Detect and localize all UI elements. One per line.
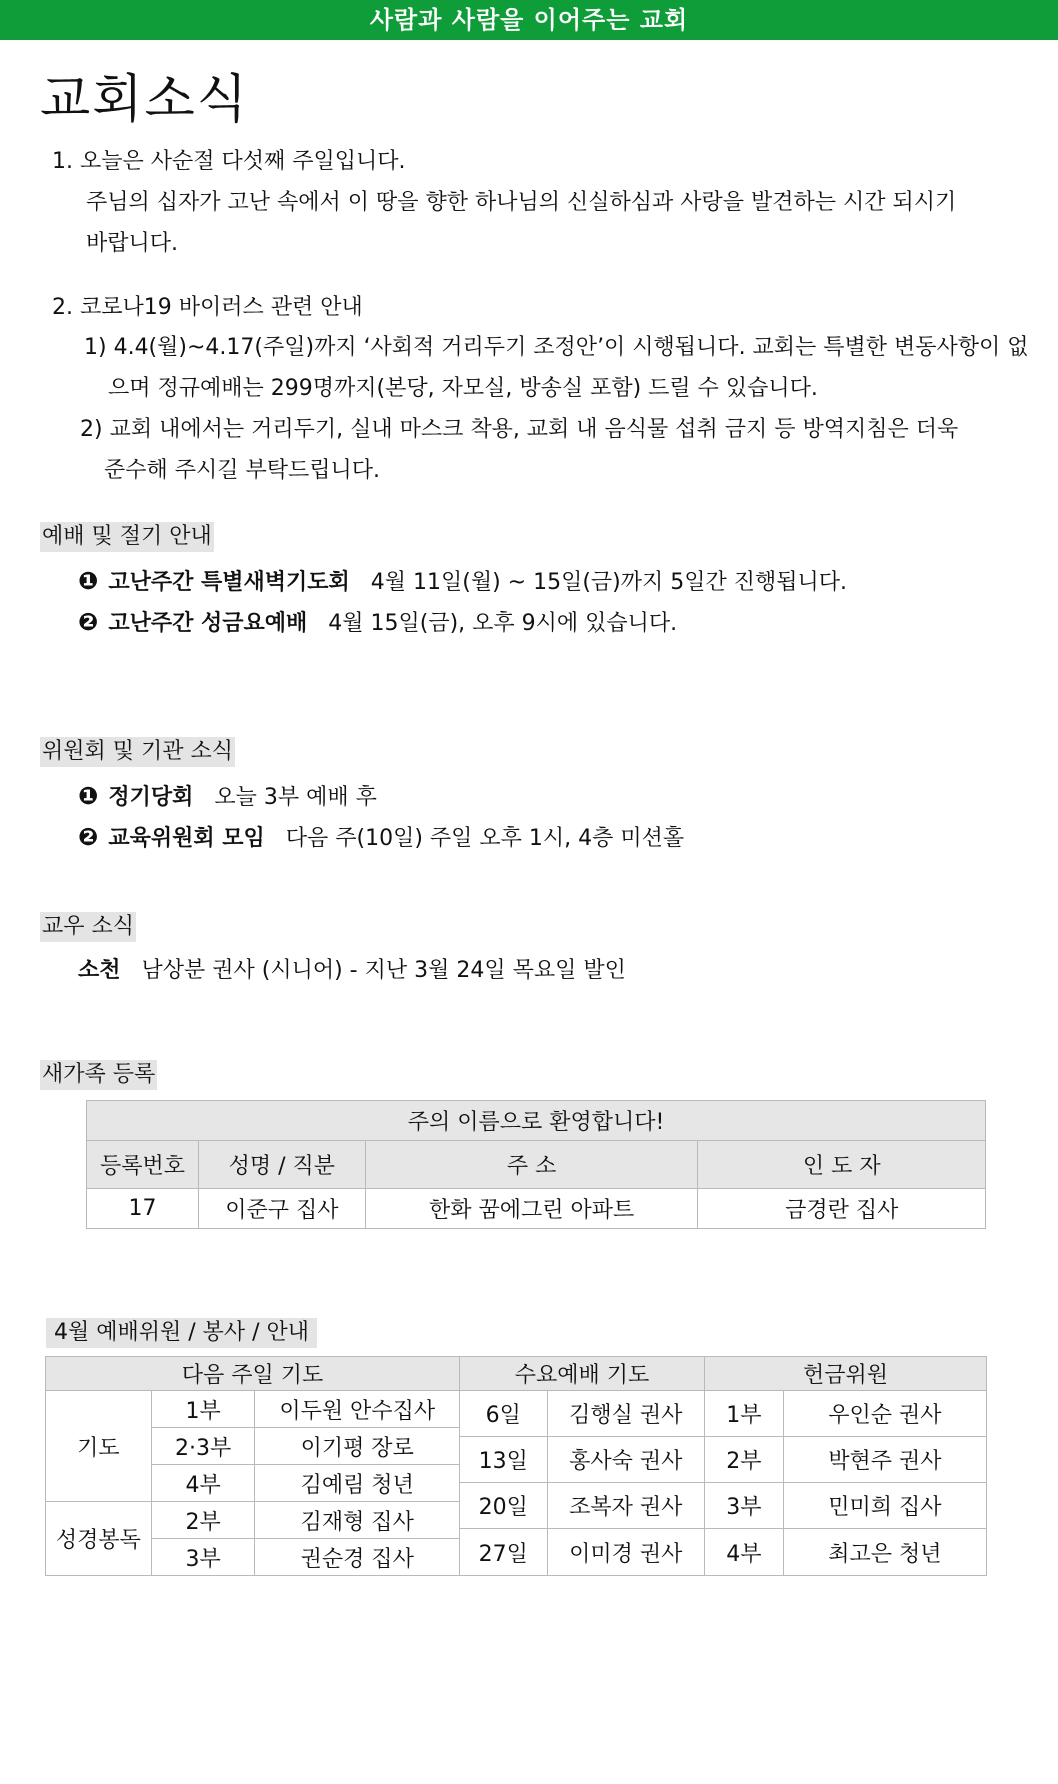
- committee-item-title: 교육위원회 모임: [108, 826, 265, 851]
- notice-2-item-1-line-1: 1) 4.4(월)~4.17(주일)까지 ‘사회적 거리두기 조정안’이 시행됩니다. 교회는 특별한 변동사항이 없: [84, 335, 1029, 360]
- newfamily-section-heading: 새가족 등록: [40, 1060, 157, 1090]
- cell-name: 이두원 안수집사: [255, 1391, 460, 1428]
- table-row: [705, 1437, 987, 1483]
- members-item-label: 소천: [78, 958, 121, 983]
- worship-section-heading: 예배 및 절기 안내: [40, 522, 214, 552]
- committee-item: [78, 778, 377, 816]
- newfamily-table-title: 주의 이름으로 환영합니다!: [87, 1101, 986, 1141]
- worship-item-title: 고난주간 특별새벽기도회: [108, 570, 350, 595]
- col-header-guide: 인 도 자: [698, 1141, 986, 1189]
- number-2-icon: ❷: [78, 608, 99, 636]
- cell-service: 1부: [151, 1391, 255, 1428]
- committee-item: [78, 819, 684, 857]
- cell-address: 한화 꿈에그린 아파트: [365, 1189, 698, 1229]
- committee-section-heading: 위원회 및 기관 소식: [40, 737, 235, 767]
- table-row: [87, 1189, 986, 1229]
- table-row: [705, 1483, 987, 1529]
- cell-name: 민미희 집사: [783, 1483, 986, 1529]
- cell-service: 3부: [151, 1539, 255, 1576]
- cell-name: 이준구 집사: [198, 1189, 365, 1229]
- cell-date: 27일: [460, 1529, 548, 1576]
- committee-item-title: 정기당회: [108, 785, 194, 810]
- cell-name: 우인순 권사: [783, 1391, 986, 1437]
- members-item: [78, 953, 626, 989]
- cell-date: 20일: [460, 1483, 548, 1529]
- cell-name: 권순경 집사: [255, 1539, 460, 1576]
- cell-name: 박현주 권사: [783, 1437, 986, 1483]
- members-item-detail: 남상분 권사 (시니어) - 지난 3월 24일 목요일 발인: [141, 958, 626, 983]
- table-row: [46, 1502, 460, 1539]
- notice-2-item-1-line-2: 으며 정규예배는 299명까지(본당, 자모실, 방송실 포함) 드릴 수 있습니다.: [108, 376, 818, 401]
- notice-2-heading: 2. 코로나19 바이러스 관련 안내: [52, 295, 363, 320]
- col-header-name: 성명 / 직분: [198, 1141, 365, 1189]
- reading-label: 성경봉독: [46, 1502, 152, 1576]
- number-1-icon: ❶: [78, 782, 99, 810]
- worship-item-detail: 4월 11일(월) ~ 15일(금)까지 5일간 진행됩니다.: [370, 570, 847, 595]
- table-row: [705, 1529, 987, 1576]
- wednesday-prayer-header: 수요예배 기도: [460, 1357, 705, 1391]
- cell-service: 4부: [705, 1529, 784, 1576]
- notice-1-line-1: 주님의 십자가 고난 속에서 이 땅을 향한 하나님의 신실하심과 사랑을 발견하는 시간 되시기: [86, 190, 957, 215]
- prayer-label: 기도: [46, 1391, 152, 1502]
- offering-table: [704, 1356, 987, 1576]
- notice-2-item-2-line-2: 준수해 주시길 부탁드립니다.: [104, 458, 381, 483]
- sunday-prayer-header: 다음 주일 기도: [46, 1357, 460, 1391]
- cell-name: 김예림 청년: [255, 1465, 460, 1502]
- offering-header: 헌금위원: [705, 1357, 987, 1391]
- april-section-heading: 4월 예배위원 / 봉사 / 안내: [46, 1318, 317, 1348]
- table-row: [460, 1391, 705, 1437]
- worship-item-title: 고난주간 성금요예배: [108, 611, 308, 636]
- committee-item-detail: 다음 주(10일) 주일 오후 1시, 4층 미션홀: [285, 826, 685, 851]
- table-row: [460, 1529, 705, 1576]
- number-1-icon: ❶: [78, 567, 99, 595]
- cell-service: 1부: [705, 1391, 784, 1437]
- cell-name: 이미경 권사: [547, 1529, 704, 1576]
- worship-item: [78, 604, 677, 642]
- cell-name: 이기평 장로: [255, 1428, 460, 1465]
- cell-service: 3부: [705, 1483, 784, 1529]
- table-row: [705, 1391, 987, 1437]
- table-row: [460, 1437, 705, 1483]
- committee-item-detail: 오늘 3부 예배 후: [214, 785, 377, 810]
- cell-name: 최고은 청년: [783, 1529, 986, 1576]
- wednesday-prayer-table: [459, 1356, 705, 1576]
- page-title: 교회소식: [40, 70, 249, 130]
- table-row: [46, 1391, 460, 1428]
- notice-2-item-2-line-1: 2) 교회 내에서는 거리두기, 실내 마스크 착용, 교회 내 음식물 섭취 금지 등 방역지침은 더욱: [80, 417, 959, 442]
- notice-1-heading: 1. 오늘은 사순절 다섯째 주일입니다.: [52, 149, 406, 174]
- cell-date: 13일: [460, 1437, 548, 1483]
- cell-name: 조복자 권사: [547, 1483, 704, 1529]
- col-header-address: 주 소: [365, 1141, 698, 1189]
- cell-name: 김재형 집사: [255, 1502, 460, 1539]
- members-section-heading: 교우 소식: [40, 912, 136, 942]
- cell-date: 6일: [460, 1391, 548, 1437]
- worship-item: [78, 563, 847, 601]
- cell-number: 17: [87, 1189, 199, 1229]
- church-banner: 사람과 사람을 이어주는 교회: [0, 0, 1058, 40]
- sunday-prayer-table: [45, 1356, 460, 1576]
- cell-service: 2부: [705, 1437, 784, 1483]
- newfamily-table: [86, 1100, 986, 1229]
- notice-1-line-2: 바랍니다.: [86, 231, 179, 256]
- cell-guide: 금경란 집사: [698, 1189, 986, 1229]
- cell-name: 김행실 권사: [547, 1391, 704, 1437]
- worship-item-detail: 4월 15일(금), 오후 9시에 있습니다.: [328, 611, 678, 636]
- number-2-icon: ❷: [78, 823, 99, 851]
- cell-service: 2부: [151, 1502, 255, 1539]
- table-row: [460, 1483, 705, 1529]
- cell-name: 홍사숙 권사: [547, 1437, 704, 1483]
- cell-service: 2·3부: [151, 1428, 255, 1465]
- cell-service: 4부: [151, 1465, 255, 1502]
- col-header-number: 등록번호: [87, 1141, 199, 1189]
